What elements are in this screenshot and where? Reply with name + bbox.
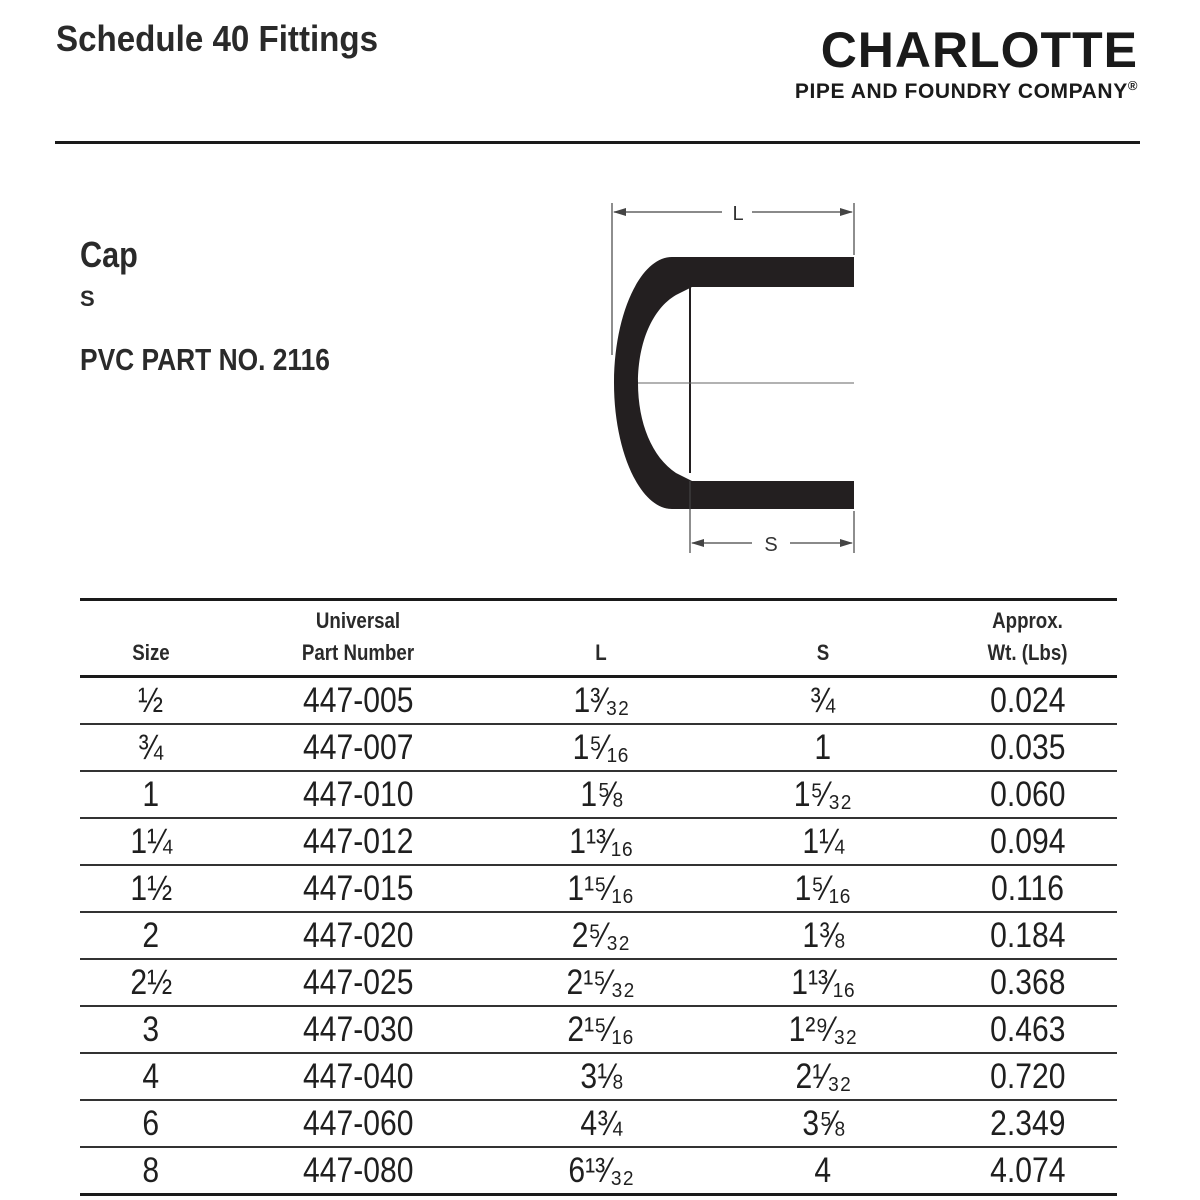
header-part-number <box>222 605 494 675</box>
cell-part-number <box>222 726 494 770</box>
cell-size <box>80 1149 222 1193</box>
table-row <box>80 866 1117 913</box>
cell-value: 1¹⁵⁄₁₆ <box>567 868 635 908</box>
table-row <box>80 725 1117 772</box>
cell-s <box>708 961 938 1005</box>
cell-s <box>708 1008 938 1052</box>
cell-value: 2¹⁵⁄₃₂ <box>566 962 636 1002</box>
cell-value: 2⁵⁄₃₂ <box>571 915 631 955</box>
table-row <box>80 913 1117 960</box>
cell-value: ¾ <box>810 680 836 720</box>
cell-size <box>80 961 222 1005</box>
cell-size <box>80 820 222 864</box>
cell-value: 1 <box>142 774 160 814</box>
cell-part-number <box>222 914 494 958</box>
header-s <box>708 637 938 675</box>
cell-s <box>708 867 938 911</box>
table-row <box>80 960 1117 1007</box>
cell-value: 2¹⁵⁄₁₆ <box>567 1009 635 1049</box>
cell-value: 447-007 <box>302 727 414 767</box>
header-divider <box>55 141 1140 144</box>
cell-l <box>494 1008 708 1052</box>
cell-value: 447-080 <box>302 1150 414 1190</box>
header-line2: L <box>595 640 607 665</box>
cell-value: 4.074 <box>989 1150 1066 1190</box>
cell-s <box>708 914 938 958</box>
cell-value: 4 <box>814 1150 832 1190</box>
cap-diagram <box>600 195 880 565</box>
cell-s <box>708 679 938 723</box>
cell-size <box>80 773 222 817</box>
table-body <box>80 678 1117 1196</box>
s-label: S <box>764 534 778 556</box>
cell-value: 447-040 <box>302 1056 414 1096</box>
table-row <box>80 1101 1117 1148</box>
table-row <box>80 1148 1117 1196</box>
cell-value: 3⅝ <box>802 1103 844 1143</box>
cell-size <box>80 914 222 958</box>
cell-value: 1⅝ <box>580 774 622 814</box>
cell-value: 447-005 <box>302 680 414 720</box>
header-line2: Wt. (Lbs) <box>987 640 1068 665</box>
cell-value: 2 <box>142 915 160 955</box>
cell-l <box>494 773 708 817</box>
cell-value: 1⁵⁄₃₂ <box>793 774 853 814</box>
cell-weight <box>938 867 1117 911</box>
cell-value: 0.094 <box>989 821 1066 861</box>
cell-part-number <box>222 820 494 864</box>
cell-value: 0.184 <box>989 915 1066 955</box>
cell-size <box>80 679 222 723</box>
cell-value: 8 <box>142 1150 160 1190</box>
cell-part-number <box>222 773 494 817</box>
table-header <box>80 601 1117 675</box>
cell-value: 1⅜ <box>802 915 844 955</box>
brand-logo <box>795 24 1138 104</box>
s-arrow-left <box>691 539 704 547</box>
header-line2: S <box>816 640 830 665</box>
cell-value: 2¹⁄₃₂ <box>795 1056 851 1096</box>
cell-value: ¾ <box>138 727 164 767</box>
cell-value: ½ <box>138 680 164 720</box>
cell-l <box>494 914 708 958</box>
cell-value: 0.463 <box>989 1009 1066 1049</box>
header-weight <box>938 605 1117 675</box>
l-arrow-right <box>840 208 853 216</box>
cell-weight <box>938 961 1117 1005</box>
cell-value: 0.024 <box>989 680 1066 720</box>
cell-s <box>708 1102 938 1146</box>
l-label: L <box>732 203 744 225</box>
cell-value: 6¹³⁄₃₂ <box>568 1150 634 1190</box>
cell-value: 1⁵⁄₁₆ <box>794 868 852 908</box>
cell-part-number <box>222 961 494 1005</box>
cell-s <box>708 820 938 864</box>
cell-part-number <box>222 679 494 723</box>
cell-value: 447-030 <box>302 1009 414 1049</box>
cell-part-number <box>222 1055 494 1099</box>
cell-value: 4¾ <box>580 1103 622 1143</box>
cell-value: 447-060 <box>302 1103 414 1143</box>
cell-value: 0.035 <box>989 727 1066 767</box>
part-number: PVC PART NO. 2116 <box>80 342 330 377</box>
cell-size <box>80 1055 222 1099</box>
cell-value: 2.349 <box>989 1103 1066 1143</box>
table-row <box>80 819 1117 866</box>
cell-value: 2½ <box>130 962 172 1002</box>
table-row <box>80 1007 1117 1054</box>
cell-weight <box>938 1149 1117 1193</box>
cell-weight <box>938 726 1117 770</box>
cell-l <box>494 867 708 911</box>
spec-table <box>80 598 1117 1196</box>
brand-name: CHARLOTTE <box>820 22 1138 78</box>
table-row <box>80 1054 1117 1101</box>
cell-part-number <box>222 1149 494 1193</box>
part-name: Cap <box>80 234 138 275</box>
cell-value: 3 <box>142 1009 160 1049</box>
header-line1: Approx. <box>992 608 1063 633</box>
cell-l <box>494 961 708 1005</box>
cell-s <box>708 773 938 817</box>
cell-size <box>80 1102 222 1146</box>
cell-value: 1⁵⁄₁₆ <box>572 727 630 767</box>
cell-size <box>80 726 222 770</box>
cell-value: 1²⁹⁄₃₂ <box>788 1009 858 1049</box>
table-row <box>80 772 1117 819</box>
cell-weight <box>938 914 1117 958</box>
registered-mark: ® <box>1127 78 1138 93</box>
cell-value: 1¹³⁄₁₆ <box>790 962 856 1002</box>
cell-part-number <box>222 1008 494 1052</box>
cell-l <box>494 820 708 864</box>
cell-value: 1¹³⁄₁₆ <box>568 821 634 861</box>
cell-l <box>494 1149 708 1193</box>
header-size <box>80 637 222 675</box>
cell-value: 1 <box>814 727 832 767</box>
cell-value: 1½ <box>130 868 172 908</box>
header-line2: Part Number <box>301 640 415 665</box>
cell-value: 447-010 <box>302 774 414 814</box>
cell-s <box>708 726 938 770</box>
cell-value: 0.720 <box>989 1056 1066 1096</box>
cell-value: 1¼ <box>802 821 844 861</box>
cell-value: 1¼ <box>130 821 172 861</box>
cell-weight <box>938 1008 1117 1052</box>
cell-weight <box>938 679 1117 723</box>
cell-value: 447-015 <box>302 868 414 908</box>
cell-l <box>494 679 708 723</box>
cell-value: 0.368 <box>989 962 1066 1002</box>
cell-l <box>494 726 708 770</box>
cell-value: 447-025 <box>302 962 414 1002</box>
brand-subtitle-text: PIPE AND FOUNDRY COMPANY <box>794 80 1128 103</box>
cell-weight <box>938 1102 1117 1146</box>
cell-weight <box>938 820 1117 864</box>
cell-l <box>494 1055 708 1099</box>
cell-part-number <box>222 867 494 911</box>
cell-value: 1³⁄₃₂ <box>573 680 629 720</box>
cell-l <box>494 1102 708 1146</box>
cell-value: 3⅛ <box>580 1056 622 1096</box>
header-l <box>494 637 708 675</box>
cell-value: 0.116 <box>990 868 1065 908</box>
cell-weight <box>938 1055 1117 1099</box>
brand-subtitle <box>795 78 1138 104</box>
l-arrow-left <box>613 208 626 216</box>
page-title: Schedule 40 Fittings <box>56 18 379 59</box>
s-arrow-right <box>840 539 853 547</box>
part-dimension-note: S <box>80 286 95 311</box>
cell-value: 447-020 <box>302 915 414 955</box>
cell-size <box>80 1008 222 1052</box>
cell-weight <box>938 773 1117 817</box>
header-line1: Universal <box>315 608 401 633</box>
cell-value: 6 <box>142 1103 160 1143</box>
cell-value: 447-012 <box>302 821 414 861</box>
cell-s <box>708 1055 938 1099</box>
header-line2: Size <box>132 640 170 665</box>
cell-size <box>80 867 222 911</box>
cell-part-number <box>222 1102 494 1146</box>
cell-s <box>708 1149 938 1193</box>
cell-value: 0.060 <box>989 774 1066 814</box>
table-row <box>80 678 1117 725</box>
cell-value: 4 <box>142 1056 160 1096</box>
